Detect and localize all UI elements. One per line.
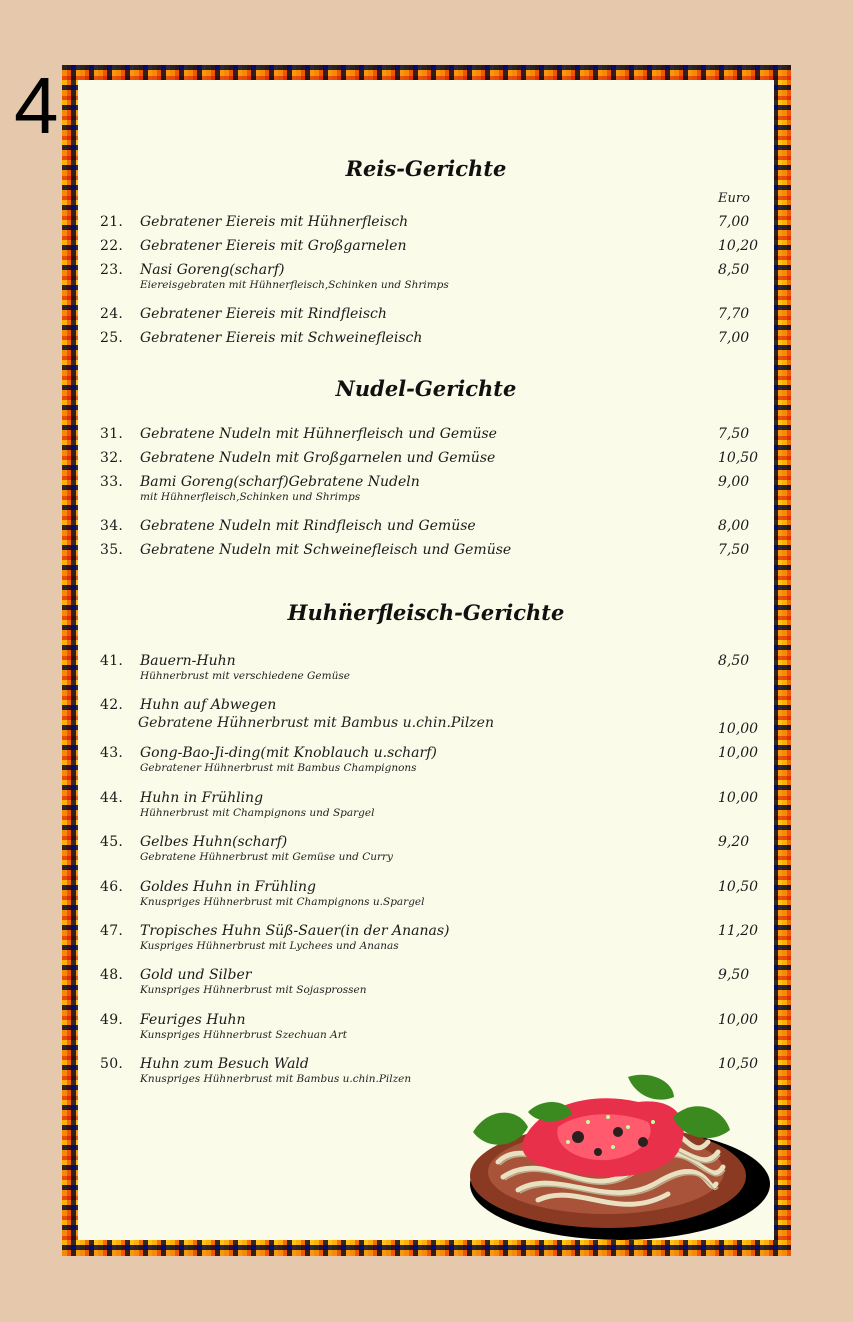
item-price: 10,50 [718,1056,759,1072]
item-number: 34. [100,518,124,534]
item-price: 8,00 [718,518,750,534]
item-number: 49. [100,1012,124,1028]
item-number: 44. [100,790,124,806]
item-price: 7,70 [718,306,750,322]
item-price: 8,50 [718,262,750,278]
item-number: 23. [100,262,124,278]
menu-item [100,879,780,919]
item-name: Huhn auf Abwegen [140,697,277,713]
item-number: 21. [100,214,124,230]
item-description: Gebratene Hühnerbrust mit Bambus u.chin.Pilzen [138,715,494,731]
item-description: Eiereisgebraten mit Hühnerfleisch,Schinken und Shrimps [140,279,449,291]
item-description: Gebratene Hühnerbrust mit Gemüse und Curry [140,851,393,863]
item-name: Huhn zum Besuch Wald [140,1056,309,1072]
item-name: Gebratener Eiereis mit Großgarnelen [140,238,407,254]
menu-item [100,474,780,514]
item-number: 25. [100,330,124,346]
item-name: Gebratener Eiereis mit Hühnerfleisch [140,214,409,230]
menu-item [100,542,780,582]
item-price: 10,00 [718,790,759,806]
item-number: 41. [100,653,124,669]
item-price: 10,20 [718,238,759,254]
item-name: Gold und Silber [140,967,252,983]
item-name: Huhn in Frühling [140,790,264,806]
item-number: 48. [100,967,124,983]
menu-item [100,262,780,302]
item-price: 10,50 [718,879,759,895]
item-price: 7,00 [718,214,750,230]
item-name: Gelbes Huhn(scharf) [140,834,288,850]
item-number: 33. [100,474,124,490]
section-title-reis: Reis-Gerichte [345,156,507,181]
item-number: 42. [100,697,124,713]
item-price: 9,00 [718,474,750,490]
item-description: Hühnerbrust mit verschiedene Gemüse [140,670,350,682]
menu-item [100,834,780,874]
item-number: 31. [100,426,124,442]
item-description: Gebratener Hühnerbrust mit Bambus Champignons [140,762,417,774]
item-number: 32. [100,450,124,466]
item-description: Kunspriges Hühnerbrust mit Sojasprossen [140,984,367,996]
page-number: 4 [14,61,59,150]
item-name: Gebratene Nudeln mit Rindfleisch und Gemüse [140,518,476,534]
section-title-nudel: Nudel-Gerichte [335,376,517,401]
menu-item [100,745,780,785]
item-name: Tropisches Huhn Süß-Sauer(in der Ananas) [140,923,450,939]
item-price: 7,50 [718,542,750,558]
menu-item [100,330,780,370]
item-description: Knuspriges Hühnerbrust mit Bambus u.chin.Pilzen [140,1073,412,1085]
menu-item [100,697,780,737]
item-price: 9,50 [718,967,750,983]
item-name: Goldes Huhn in Frühling [140,879,316,895]
item-number: 24. [100,306,124,322]
item-name: Bami Goreng(scharf)Gebratene Nudeln [140,474,420,490]
item-name: Nasi Goreng(scharf) [140,262,285,278]
item-name: Gebratener Eiereis mit Schweinefleisch [140,330,423,346]
item-number: 22. [100,238,124,254]
item-price: 11,20 [718,923,759,939]
item-number: 35. [100,542,124,558]
currency-label: Euro [718,191,750,206]
item-description: Hühnerbrust mit Champignons und Spargel [140,807,375,819]
item-description: Kunspriges Hühnerbrust Szechuan Art [140,1029,347,1041]
menu-item [100,790,780,830]
item-price: 10,50 [718,450,759,466]
item-price: 8,50 [718,653,750,669]
menu-item [100,1012,780,1052]
item-name: Gong-Bao-Ji-ding(mit Knoblauch u.scharf) [140,745,437,761]
item-number: 50. [100,1056,124,1072]
item-number: 47. [100,923,124,939]
menu-item [100,653,780,693]
item-name: Gebratene Nudeln mit Hühnerfleisch und Gemüse [140,426,497,442]
item-description: mit Hühnerfleisch,Schinken und Shrimps [140,491,361,503]
item-price: 10,00 [718,745,759,761]
menu-item [100,967,780,1007]
item-number: 45. [100,834,124,850]
item-name: Gebratene Nudeln mit Schweinefleisch und Gemüse [140,542,512,558]
item-price: 7,00 [718,330,750,346]
item-name: Feuriges Huhn [140,1012,246,1028]
item-description: Kuspriges Hühnerbrust mit Lychees und Ananas [140,940,399,952]
item-description: Knuspriges Hühnerbrust mit Champignons u.Spargel [140,896,425,908]
item-name: Gebratene Nudeln mit Großgarnelen und Gemüse [140,450,496,466]
item-price: 10,00 [718,721,759,737]
item-number: 43. [100,745,124,761]
section-title-huhn: Huhn̈erfleisch-Gerichte [287,600,565,625]
item-name: Bauern-Huhn [140,653,236,669]
menu-item [100,923,780,963]
item-price: 7,50 [718,426,750,442]
item-number: 46. [100,879,124,895]
item-price: 10,00 [718,1012,759,1028]
spaghetti-plate-icon [468,1072,772,1244]
item-name: Gebratener Eiereis mit Rindfleisch [140,306,387,322]
item-price: 9,20 [718,834,750,850]
